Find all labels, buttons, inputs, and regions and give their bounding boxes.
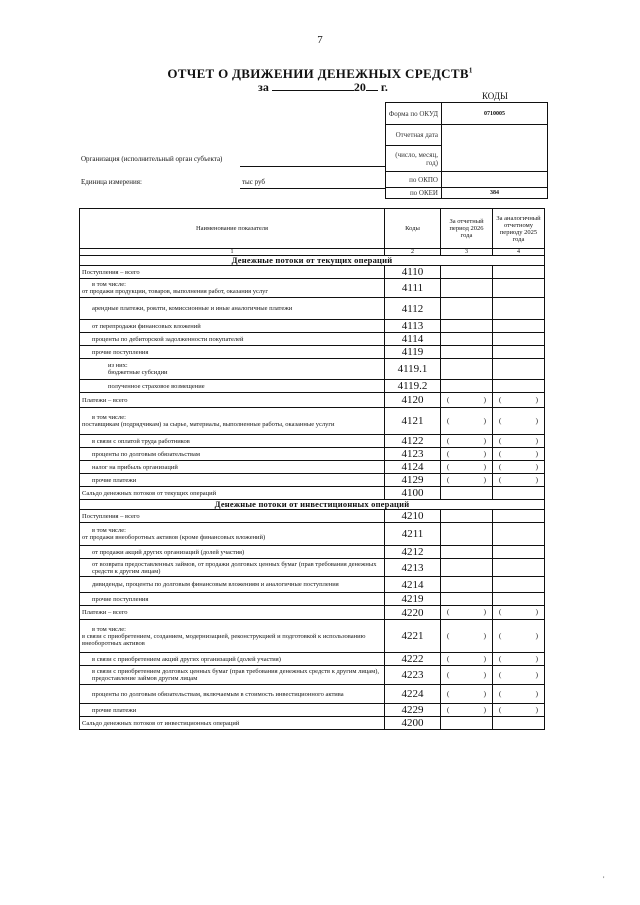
- current-value[interactable]: [441, 320, 493, 333]
- row-label-text: от перепродажи финансовых вложений: [92, 322, 201, 330]
- table-row: [80, 393, 545, 408]
- close-paren: ): [483, 705, 486, 714]
- open-paren: (: [447, 416, 450, 425]
- open-paren: (: [447, 705, 450, 714]
- unit-underline: [240, 188, 385, 189]
- paren-wrapper: [447, 477, 486, 484]
- table-row: [80, 685, 545, 704]
- close-paren: ): [535, 631, 538, 640]
- table-row: [80, 474, 545, 487]
- previous-value[interactable]: [493, 523, 545, 546]
- current-value[interactable]: [441, 620, 493, 653]
- table-row: [80, 380, 545, 393]
- period-suffix: г.: [380, 80, 388, 94]
- row-label-text: арендные платежи, роялти, комиссионные и иные аналогичные платежи: [92, 305, 293, 312]
- previous-value[interactable]: [493, 577, 545, 593]
- close-paren: ): [483, 670, 486, 679]
- row-code: 4220: [385, 606, 441, 620]
- codes-heading: КОДЫ: [482, 91, 508, 101]
- row-code: 4119.2: [385, 380, 441, 393]
- current-value[interactable]: [441, 279, 493, 298]
- paren-wrapper: [499, 656, 538, 663]
- table-header-row: [80, 209, 545, 249]
- paren-wrapper: [499, 418, 538, 425]
- unit-value: тыс руб: [242, 178, 265, 186]
- paren-wrapper: [447, 464, 486, 471]
- table-row: [80, 359, 545, 380]
- okei-value: 384: [442, 188, 548, 199]
- previous-value[interactable]: [493, 298, 545, 320]
- paren-wrapper: [447, 656, 486, 663]
- col-number: 1: [80, 249, 385, 256]
- date-sub-label: (число, месяц, год): [386, 146, 442, 172]
- period-blank: [272, 90, 354, 91]
- table-row: [80, 510, 545, 523]
- open-paren: (: [499, 475, 502, 484]
- row-label-text: прочие платежи: [92, 706, 137, 714]
- row-code: 4222: [385, 653, 441, 666]
- row-label: [80, 487, 385, 500]
- cash-flow-table: [79, 208, 545, 730]
- paren-wrapper: [499, 451, 538, 458]
- report-title-text: ОТЧЕТ О ДВИЖЕНИИ ДЕНЕЖНЫХ СРЕДСТВ: [167, 66, 469, 81]
- table-row: [80, 704, 545, 717]
- close-paren: ): [535, 654, 538, 663]
- row-label-text: в связи с приобретением акций других организаций (долей участия): [92, 655, 281, 663]
- codes-table: [385, 102, 548, 199]
- row-label: [80, 279, 385, 298]
- row-label: [80, 523, 385, 546]
- current-value[interactable]: [441, 266, 493, 279]
- row-label: [80, 448, 385, 461]
- org-label: Организация (исполнительный орган субъекта): [81, 155, 223, 163]
- previous-value[interactable]: [493, 346, 545, 359]
- row-label: [80, 346, 385, 359]
- header-name: Наименование показателя: [80, 209, 385, 249]
- table-row: [80, 346, 545, 359]
- previous-value[interactable]: [493, 685, 545, 704]
- current-value[interactable]: [441, 487, 493, 500]
- open-paren: (: [447, 654, 450, 663]
- open-paren: (: [447, 462, 450, 471]
- table-row: [80, 320, 545, 333]
- open-paren: (: [499, 395, 502, 404]
- row-code: 4213: [385, 559, 441, 577]
- previous-value[interactable]: [493, 435, 545, 448]
- row-code: 4110: [385, 266, 441, 279]
- row-label-text: Платежи – всего: [82, 396, 128, 404]
- current-value[interactable]: [441, 510, 493, 523]
- okpo-label: по ОКПО: [386, 172, 442, 188]
- table-row: [80, 559, 545, 577]
- row-label-text: проценты по дебиторской задолженности покупателей: [92, 335, 244, 343]
- title-footnote: 1: [468, 66, 473, 75]
- org-underline: [240, 166, 385, 167]
- previous-value[interactable]: [493, 474, 545, 487]
- header-previous: За аналогичный отчетному периоду 2025 года: [493, 209, 545, 249]
- col-number: 2: [385, 249, 441, 256]
- paren-wrapper: [447, 438, 486, 445]
- current-value[interactable]: [441, 298, 493, 320]
- paren-wrapper: [499, 477, 538, 484]
- open-paren: (: [499, 689, 502, 698]
- current-value[interactable]: [441, 393, 493, 408]
- paren-wrapper: [499, 707, 538, 714]
- row-label: [80, 717, 385, 730]
- current-value[interactable]: [441, 461, 493, 474]
- previous-value[interactable]: [493, 717, 545, 730]
- row-sublabel-text: от продажи внеоборотных активов (кроме финансовых вложений): [82, 534, 266, 541]
- open-paren: (: [447, 689, 450, 698]
- section-title: Денежные потоки от инвестиционных операций: [80, 500, 545, 510]
- row-code: 4119: [385, 346, 441, 359]
- paren-wrapper: [447, 418, 486, 425]
- previous-value[interactable]: [493, 408, 545, 435]
- row-label-text: прочие платежи: [92, 476, 137, 484]
- open-paren: (: [447, 395, 450, 404]
- row-label: [80, 333, 385, 346]
- current-value[interactable]: [441, 408, 493, 435]
- table-row: [80, 666, 545, 685]
- row-label: [80, 666, 385, 685]
- okpo-value: [442, 172, 548, 188]
- open-paren: (: [447, 670, 450, 679]
- paren-wrapper: [447, 707, 486, 714]
- close-paren: ): [535, 395, 538, 404]
- open-paren: (: [447, 631, 450, 640]
- close-paren: ): [535, 416, 538, 425]
- close-paren: ): [483, 462, 486, 471]
- row-label-text: Поступления – всего: [82, 512, 140, 520]
- row-label-text: от возврата предоставленных займов, от продажи долговых ценных бумаг (прав требования денежных средств к другим лицам): [92, 560, 377, 575]
- table-row: [80, 717, 545, 730]
- row-label-text: из них:: [108, 362, 128, 369]
- date-label: Отчетная дата: [386, 125, 442, 146]
- close-paren: ): [535, 689, 538, 698]
- okei-label: по ОКЕИ: [386, 188, 442, 199]
- current-value[interactable]: [441, 593, 493, 606]
- okud-label: Форма по ОКУД: [386, 103, 442, 125]
- section-header-row: [80, 256, 545, 266]
- row-label: [80, 577, 385, 593]
- open-paren: (: [447, 475, 450, 484]
- table-row: [80, 606, 545, 620]
- row-sublabel-text: от продажи продукции, товаров, выполнения работ, оказания услуг: [82, 288, 269, 295]
- row-label: [80, 704, 385, 717]
- paren-wrapper: [499, 397, 538, 404]
- current-value[interactable]: [441, 448, 493, 461]
- previous-value[interactable]: [493, 593, 545, 606]
- previous-value[interactable]: [493, 653, 545, 666]
- header-current: За отчетный период 2026 года: [441, 209, 493, 249]
- previous-value[interactable]: [493, 704, 545, 717]
- row-label: [80, 435, 385, 448]
- open-paren: (: [499, 608, 502, 616]
- row-code: 4111: [385, 279, 441, 298]
- row-label: [80, 359, 385, 380]
- current-value[interactable]: [441, 380, 493, 393]
- open-paren: (: [499, 416, 502, 425]
- row-label: [80, 559, 385, 577]
- previous-value[interactable]: [493, 448, 545, 461]
- table-row: [80, 487, 545, 500]
- row-code: 4223: [385, 666, 441, 685]
- row-code: 4124: [385, 461, 441, 474]
- row-label-text: в связи с приобретением долговых ценных бумаг (прав требования денежных средств к другим лицам), предоставление займов другим лицам: [92, 668, 380, 682]
- row-label-text: прочие поступления: [92, 348, 149, 356]
- close-paren: ): [483, 608, 486, 616]
- paren-wrapper: [499, 672, 538, 679]
- previous-value[interactable]: [493, 359, 545, 380]
- previous-value[interactable]: [493, 620, 545, 653]
- row-label: [80, 298, 385, 320]
- previous-value[interactable]: [493, 266, 545, 279]
- open-paren: (: [499, 449, 502, 458]
- row-label: [80, 461, 385, 474]
- open-paren: (: [499, 705, 502, 714]
- open-paren: (: [499, 436, 502, 445]
- close-paren: ): [483, 436, 486, 445]
- previous-value[interactable]: [493, 487, 545, 500]
- previous-value[interactable]: [493, 320, 545, 333]
- row-label-text: проценты по долговым обязательствам, включаемым в стоимость инвестиционного актива: [92, 690, 344, 698]
- paren-wrapper: [447, 633, 486, 640]
- unit-label: Единица измерения:: [81, 178, 142, 186]
- table-row: [80, 298, 545, 320]
- col-number: 4: [493, 249, 545, 256]
- table-row: [80, 333, 545, 346]
- current-value[interactable]: [441, 653, 493, 666]
- paren-wrapper: [447, 609, 486, 616]
- row-code: 4221: [385, 620, 441, 653]
- row-label-text: Поступления – всего: [82, 268, 140, 276]
- corner-mark: ,: [603, 873, 605, 879]
- previous-value[interactable]: [493, 279, 545, 298]
- close-paren: ): [483, 475, 486, 484]
- report-period: [258, 80, 388, 95]
- year-blank: [366, 90, 378, 91]
- col-number: 3: [441, 249, 493, 256]
- paren-wrapper: [499, 609, 538, 616]
- current-value[interactable]: [441, 606, 493, 620]
- row-label: [80, 266, 385, 279]
- open-paren: (: [499, 654, 502, 663]
- period-prefix: за: [258, 80, 269, 94]
- close-paren: ): [483, 395, 486, 404]
- row-label-text: в связи с оплатой труда работников: [92, 437, 190, 445]
- row-code: 4120: [385, 393, 441, 408]
- date-value: [442, 125, 548, 172]
- row-label: [80, 620, 385, 653]
- row-label-text: Сальдо денежных потоков от инвестиционных операций: [82, 719, 240, 727]
- close-paren: ): [535, 436, 538, 445]
- current-value[interactable]: [441, 559, 493, 577]
- row-sublabel-text: бюджетные субсидии: [108, 369, 168, 376]
- row-code: 4210: [385, 510, 441, 523]
- row-code: 4112: [385, 298, 441, 320]
- close-paren: ): [535, 608, 538, 616]
- row-label-text: в том числе:: [92, 414, 126, 421]
- paren-wrapper: [499, 438, 538, 445]
- previous-value[interactable]: [493, 666, 545, 685]
- row-code: 4122: [385, 435, 441, 448]
- row-label: [80, 408, 385, 435]
- row-label-text: дивиденды, проценты по долговым финансовым вложениям и аналогичные поступления: [92, 581, 339, 588]
- row-code: 4113: [385, 320, 441, 333]
- section-title: Денежные потоки от текущих операций: [80, 256, 545, 266]
- previous-value[interactable]: [493, 461, 545, 474]
- close-paren: ): [535, 462, 538, 471]
- open-paren: (: [447, 436, 450, 445]
- okud-value: 0710005: [442, 103, 548, 125]
- paren-wrapper: [499, 633, 538, 640]
- previous-value[interactable]: [493, 380, 545, 393]
- open-paren: (: [447, 608, 450, 616]
- table-row: [80, 408, 545, 435]
- close-paren: ): [483, 631, 486, 640]
- current-value[interactable]: [441, 546, 493, 559]
- previous-value[interactable]: [493, 510, 545, 523]
- row-label-text: Платежи – всего: [82, 609, 128, 616]
- row-label-text: проценты по долговым обязательствам: [92, 450, 200, 458]
- current-value[interactable]: [441, 685, 493, 704]
- row-label-text: в том числе:: [92, 281, 126, 288]
- open-paren: (: [499, 462, 502, 471]
- current-value[interactable]: [441, 577, 493, 593]
- row-label: [80, 380, 385, 393]
- open-paren: (: [499, 631, 502, 640]
- current-value[interactable]: [441, 474, 493, 487]
- row-code: 4212: [385, 546, 441, 559]
- row-label: [80, 320, 385, 333]
- previous-value[interactable]: [493, 606, 545, 620]
- row-code: 4123: [385, 448, 441, 461]
- paren-wrapper: [499, 691, 538, 698]
- close-paren: ): [535, 705, 538, 714]
- close-paren: ): [483, 689, 486, 698]
- row-label-text: в том числе:: [92, 625, 126, 633]
- current-value[interactable]: [441, 435, 493, 448]
- current-value[interactable]: [441, 333, 493, 346]
- row-code: 4214: [385, 577, 441, 593]
- close-paren: ): [483, 654, 486, 663]
- row-code: 4114: [385, 333, 441, 346]
- table-row: [80, 546, 545, 559]
- previous-value[interactable]: [493, 546, 545, 559]
- table-row: [80, 523, 545, 546]
- previous-value[interactable]: [493, 393, 545, 408]
- current-value[interactable]: [441, 523, 493, 546]
- row-label-text: полученное страховое возмещение: [108, 382, 205, 390]
- current-value[interactable]: [441, 704, 493, 717]
- current-value[interactable]: [441, 666, 493, 685]
- row-label: [80, 393, 385, 408]
- row-label: [80, 510, 385, 523]
- paren-wrapper: [447, 691, 486, 698]
- paren-wrapper: [447, 672, 486, 679]
- table-row: [80, 620, 545, 653]
- paren-wrapper: [447, 451, 486, 458]
- header-code: Коды: [385, 209, 441, 249]
- row-label: [80, 653, 385, 666]
- paren-wrapper: [447, 397, 486, 404]
- row-sublabel-text: поставщикам (подрядчикам) за сырье, материалы, выполненные работы, оказанные услуги: [82, 421, 335, 428]
- close-paren: ): [483, 449, 486, 458]
- page-number: 7: [317, 34, 323, 46]
- table-row: [80, 577, 545, 593]
- row-code: 4121: [385, 408, 441, 435]
- row-label-text: прочие поступления: [92, 595, 149, 603]
- row-label: [80, 474, 385, 487]
- table-row: [80, 435, 545, 448]
- row-label: [80, 685, 385, 704]
- previous-value[interactable]: [493, 333, 545, 346]
- row-label-text: Сальдо денежных потоков от текущих операций: [82, 489, 217, 497]
- row-code: 4229: [385, 704, 441, 717]
- row-label-text: от продажи акций других организаций (долей участия): [92, 548, 245, 556]
- row-label: [80, 606, 385, 620]
- close-paren: ): [535, 449, 538, 458]
- table-row: [80, 266, 545, 279]
- close-paren: ): [483, 416, 486, 425]
- close-paren: ): [535, 670, 538, 679]
- row-code: 4200: [385, 717, 441, 730]
- open-paren: (: [499, 670, 502, 679]
- previous-value[interactable]: [493, 559, 545, 577]
- close-paren: ): [535, 475, 538, 484]
- table-row: [80, 593, 545, 606]
- row-code: 4100: [385, 487, 441, 500]
- paren-wrapper: [499, 464, 538, 471]
- row-code: 4119.1: [385, 359, 441, 380]
- row-label: [80, 546, 385, 559]
- current-value[interactable]: [441, 346, 493, 359]
- period-year: 20: [353, 80, 366, 94]
- row-code: 4129: [385, 474, 441, 487]
- row-code: 4211: [385, 523, 441, 546]
- row-label: [80, 593, 385, 606]
- row-label-text: в том числе:: [92, 527, 126, 534]
- table-row: [80, 279, 545, 298]
- table-row: [80, 448, 545, 461]
- row-code: 4224: [385, 685, 441, 704]
- row-code: 4219: [385, 593, 441, 606]
- section-header-row: [80, 500, 545, 510]
- current-value[interactable]: [441, 359, 493, 380]
- current-value[interactable]: [441, 717, 493, 730]
- table-row: [80, 461, 545, 474]
- table-row: [80, 653, 545, 666]
- open-paren: (: [447, 449, 450, 458]
- row-label-text: налог на прибыль организаций: [92, 463, 178, 471]
- row-sublabel-text: в связи с приобретением, созданием, модернизацией, реконструкцией и подготовкой к использованию внеоборотных активов: [82, 632, 366, 647]
